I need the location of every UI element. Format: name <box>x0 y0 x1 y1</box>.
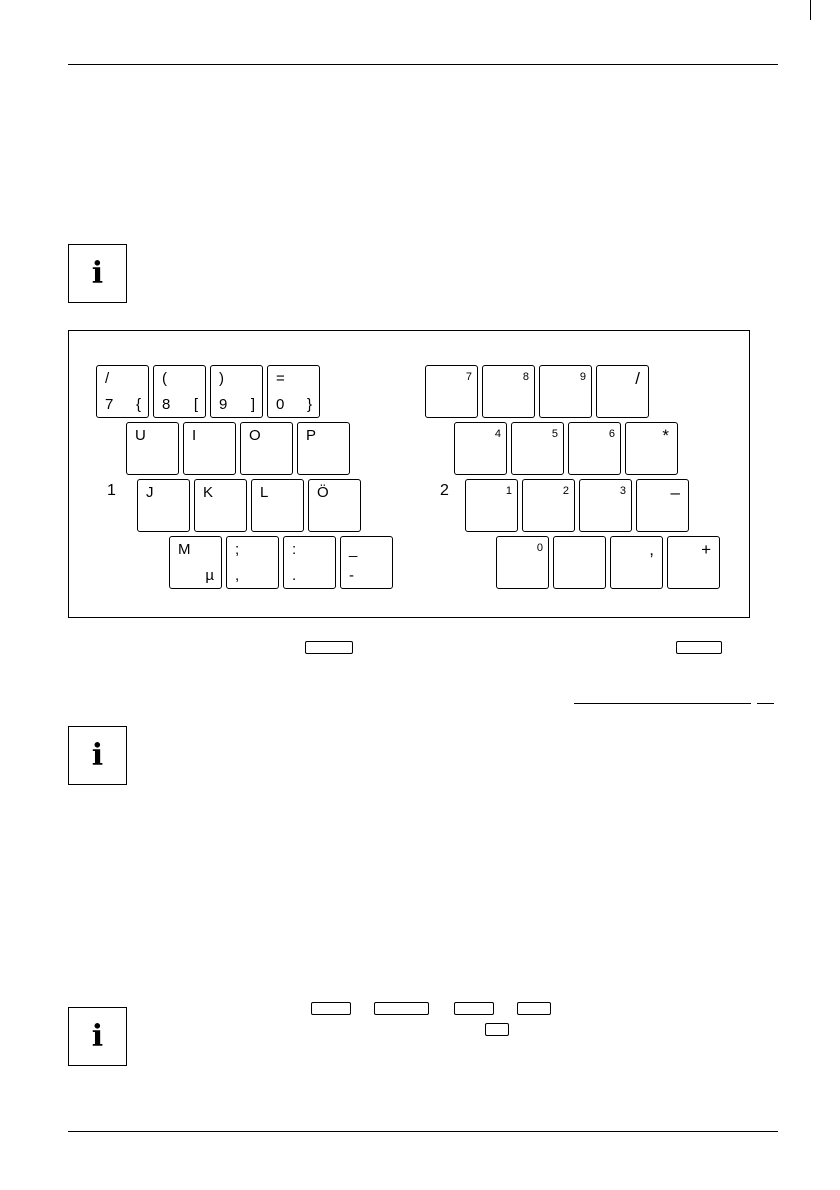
letter-key <box>226 536 279 589</box>
letter-key <box>153 365 206 418</box>
key-label: 8 <box>162 396 171 413</box>
key-label: 0 <box>276 396 285 413</box>
letter-key <box>251 479 304 532</box>
key-label: 7 <box>105 396 114 413</box>
page-reference-link[interactable] <box>757 703 774 704</box>
key-symbol <box>485 1023 509 1036</box>
info-icon: i <box>68 1007 127 1066</box>
key-label: O <box>249 427 261 444</box>
key-label: 7 <box>465 371 472 383</box>
numpad-key <box>425 365 478 418</box>
key-label: - <box>349 567 354 584</box>
key-label: { <box>135 396 141 413</box>
numpad-key <box>568 422 621 475</box>
callout-2: 2 <box>440 482 449 499</box>
numpad-key <box>636 479 689 532</box>
key-label: K <box>203 484 214 501</box>
key-label: / <box>635 369 640 388</box>
key-label: J <box>146 484 154 501</box>
numpad-key <box>667 536 720 589</box>
key-symbol <box>517 1002 551 1015</box>
numpad-key <box>465 479 518 532</box>
numpad-key <box>610 536 663 589</box>
key-label: : <box>292 541 297 558</box>
key-label: 9 <box>219 396 228 413</box>
key-label: ( <box>162 370 167 387</box>
letter-key <box>126 422 179 475</box>
key-label: 1 <box>505 485 512 497</box>
key-symbol <box>305 641 353 654</box>
key-label: . <box>292 567 297 584</box>
key-label: , <box>235 567 240 584</box>
letter-key <box>96 365 149 418</box>
key-label: * <box>662 426 669 445</box>
letter-key <box>308 479 361 532</box>
letter-key <box>267 365 320 418</box>
key-label: µ <box>205 567 214 584</box>
letter-key <box>183 422 236 475</box>
key-label: = <box>276 370 285 387</box>
letter-key <box>210 365 263 418</box>
key-symbol <box>676 641 722 654</box>
numpad-key <box>482 365 535 418</box>
letter-key <box>340 536 393 589</box>
crop-mark <box>810 0 811 20</box>
key-label: 9 <box>579 371 586 383</box>
key-label: Ö <box>317 484 329 501</box>
key-symbol <box>311 1002 351 1015</box>
key-label: L <box>260 484 269 501</box>
numpad-key <box>579 479 632 532</box>
info-icon: i <box>68 244 127 303</box>
key-label: / <box>105 370 110 387</box>
letter-key <box>137 479 190 532</box>
numpad-key <box>511 422 564 475</box>
key-label: 6 <box>608 428 615 440</box>
key-label: I <box>192 427 197 444</box>
key-symbol <box>454 1002 494 1015</box>
numpad-key <box>496 536 549 589</box>
cross-reference-link[interactable] <box>574 703 751 704</box>
letter-key <box>169 536 222 589</box>
key-label: 3 <box>619 485 626 497</box>
key-symbol <box>374 1002 429 1015</box>
key-label: + <box>701 540 711 559</box>
numpad-key <box>596 365 649 418</box>
numpad-key <box>522 479 575 532</box>
key-label: } <box>306 396 312 413</box>
key-label: ] <box>250 396 255 413</box>
key-label: M <box>178 541 191 558</box>
footer-rule <box>68 1131 778 1132</box>
letter-key <box>283 536 336 589</box>
numpad-key <box>625 422 678 475</box>
numpad-key <box>539 365 592 418</box>
key-label: 8 <box>522 371 529 383</box>
letter-key <box>297 422 350 475</box>
key-label: [ <box>193 396 198 413</box>
letter-key <box>240 422 293 475</box>
key-label: ; <box>235 541 240 558</box>
keyboard-figure <box>68 330 750 618</box>
callout-1: 1 <box>107 482 116 499</box>
key-label: _ <box>349 541 358 558</box>
key-label: 0 <box>536 542 543 554</box>
key-label: – <box>670 483 680 502</box>
key-label: P <box>306 427 317 444</box>
info-icon: i <box>68 726 127 785</box>
numpad-key <box>553 536 606 589</box>
key-label: 4 <box>494 428 501 440</box>
letter-key <box>194 479 247 532</box>
header-rule <box>68 64 778 65</box>
numpad-key <box>454 422 507 475</box>
key-label: U <box>135 427 146 444</box>
key-label: , <box>649 540 654 559</box>
key-label: ) <box>219 370 224 387</box>
key-label: 5 <box>551 428 558 440</box>
key-label: 2 <box>562 485 569 497</box>
